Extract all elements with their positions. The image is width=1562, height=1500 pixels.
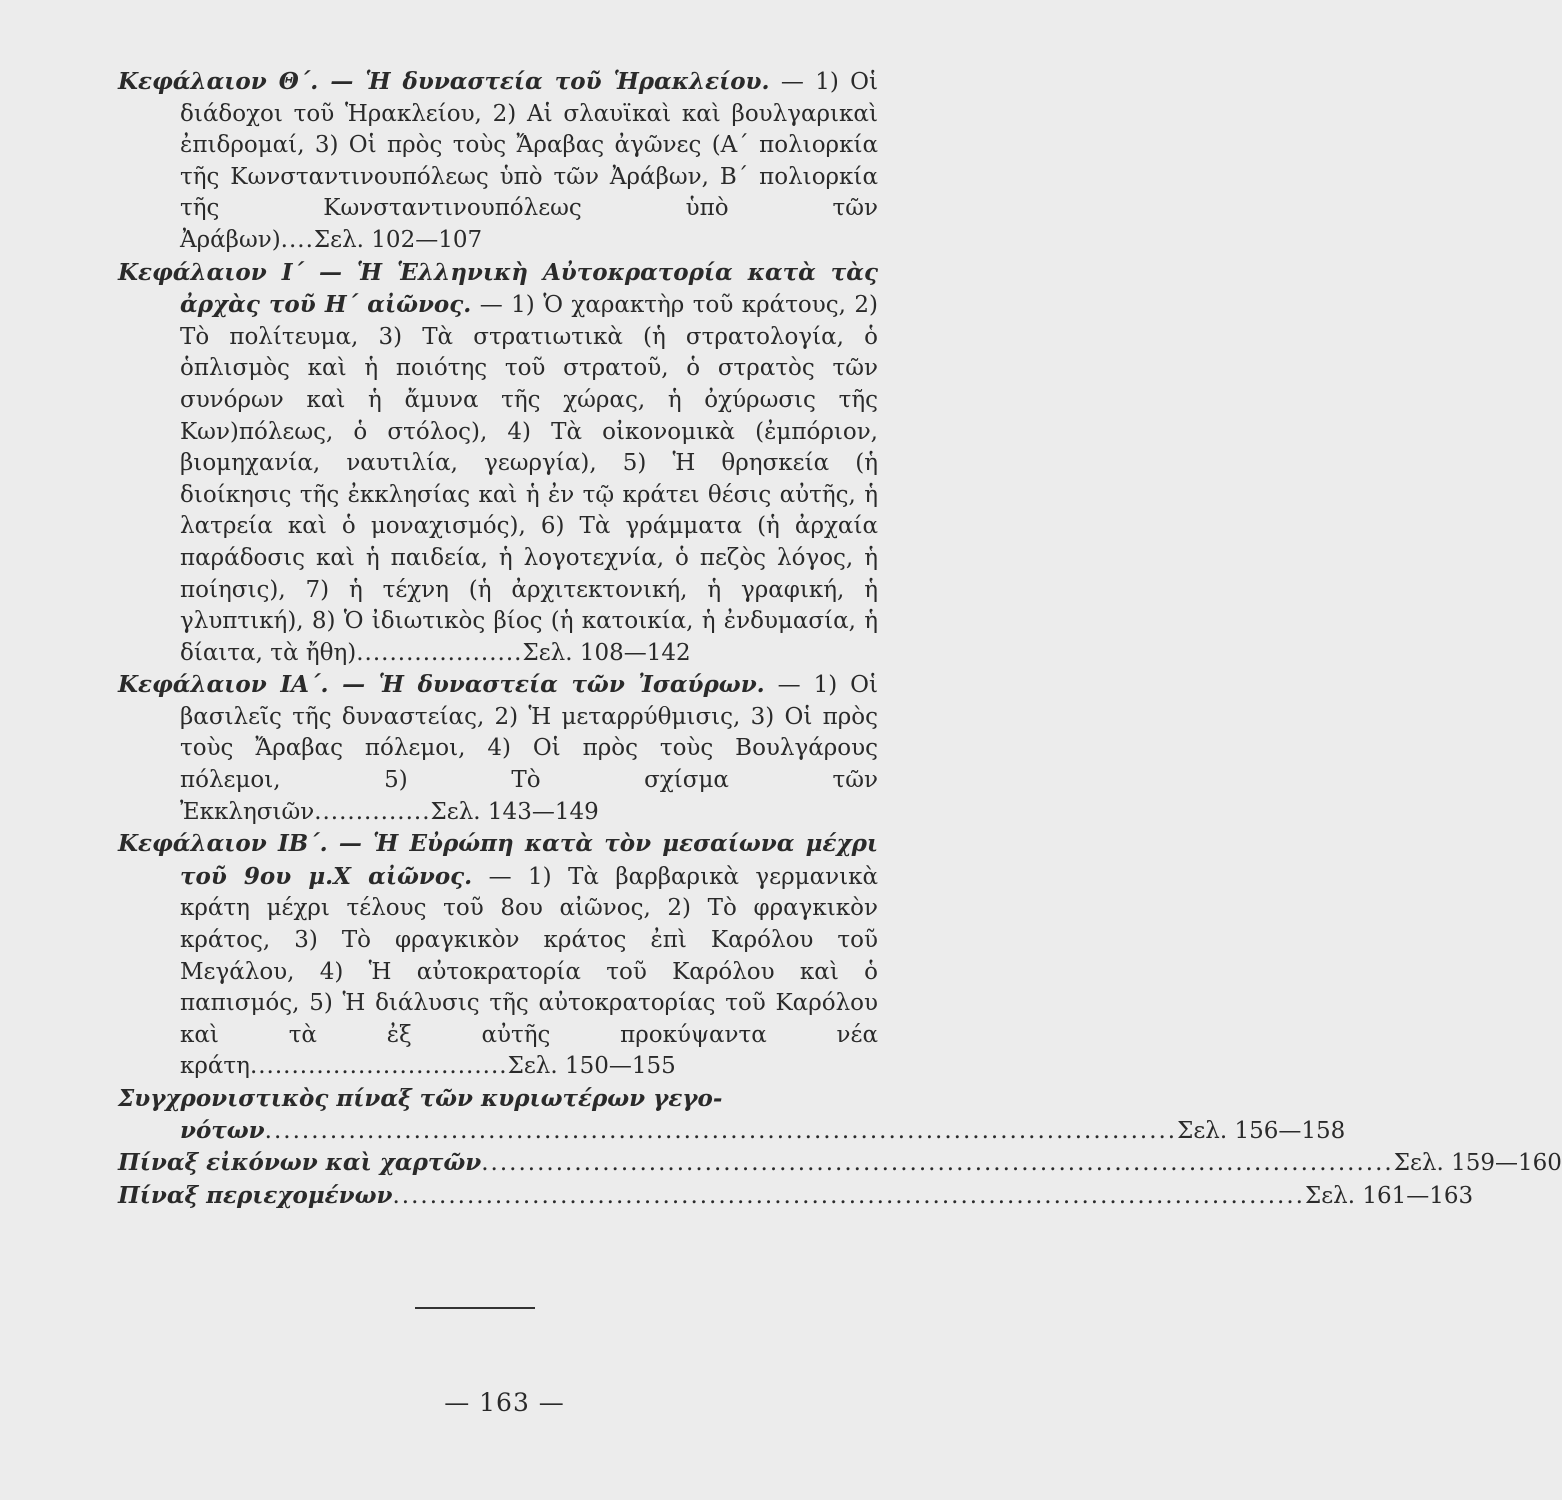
- chapter-heading: Κεφάλαιον Ι΄ — Ἡ Ἑλληνικὴ Αὐτοκρατορία κατὰ τὰς ἀρχὰς τοῦ Η΄ αἰῶνος.: [118, 258, 878, 319]
- toc-entry-chapter-12: [118, 828, 878, 1083]
- chapter-contents: — 1) Τὰ βαρβαρικὰ γερμανικὰ κράτη μέχρι τέλους τοῦ 8ου αἰῶνος, 2) Τὸ φραγκικὸν κράτος, 3) Τὸ φραγκικὸν κράτος ἐπὶ Καρόλου τοῦ Μεγάλου, 4) Ἡ αὐτοκρατορία τοῦ Καρόλου καὶ ὁ παπισμός, 5) Ἡ διάλυσις τῆς αὐτοκρατορίας τοῦ Καρόλου καὶ τὰ ἐξ αὐτῆς προκύψαντα νέα κράτη: [180, 863, 879, 1080]
- page-range: Σελ. 161—163: [1304, 1182, 1474, 1209]
- synchronistic-table-heading: Συγχρονιστικὸς πίναξ τῶν κυριωτέρων γεγο-: [118, 1085, 723, 1112]
- chapter-contents: — 1) Οἱ διάδοχοι τοῦ Ἡρακλείου, 2) Αἱ σλαυϊκαὶ καὶ βουλγαρικαὶ ἐπιδρομαί, 3) Οἱ πρὸς τοὺς Ἄραβας ἀγῶνες (Α΄ πολιορκία τῆς Κωνσταντινουπόλεως ὑπὸ τῶν Ἀράβων, Β΄ πολιορκία τῆς Κωνσταντινουπόλεως ὑπὸ τῶν Ἀράβων): [180, 69, 878, 253]
- toc-entry-contents-index: [118, 1180, 1474, 1213]
- chapter-contents: — 1) Ὁ χαρακτὴρ τοῦ κράτους, 2) Τὸ πολίτευμα, 3) Τὰ στρατιωτικὰ (ἡ στρατολογία, ὁ ὁπλισμὸς καὶ ἡ ποιότης τοῦ στρατοῦ, ὁ στρατὸς τῶν συνόρων καὶ ἡ ἄμυνα τῆς χώρας, ἡ ὀχύρωσις τῆς Κων)πόλεως, ὁ στόλος), 4) Τὰ οἰκονομικὰ (ἐμπόριον, βιομηχανία, ναυτιλία, γεωργία), 5) Ἡ θρησκεία (ἡ διοίκησις τῆς ἐκκλησίας καὶ ἡ ἐν τῷ κράτει θέσις αὐτῆς, ἡ λατρεία καὶ ὁ μοναχισμός), 6) Τὰ γράμματα (ἡ ἀρχαία παράδοσις καὶ ἡ παιδεία, ἡ λογοτεχνία, ὁ πεζὸς λόγος, ἡ ποίησις), 7) ἡ τέχνη (ἡ ἀρχιτεκτονική, ἡ γραφική, ἡ γλυπτική), 8) Ὁ ἰδιωτικὸς βίος (ἡ κατοικία, ἡ ἐνδυμασία, ἡ δίαιτα, τὰ ἤθη): [180, 292, 878, 666]
- leader-dots: ..............: [314, 798, 431, 825]
- toc-entry-chapter-11: [118, 669, 878, 828]
- page-range: Σελ. 143—149: [430, 798, 599, 825]
- toc-entry-chapter-9: [118, 66, 878, 257]
- images-index-heading: Πίναξ εἰκόνων καὶ χαρτῶν: [118, 1149, 482, 1177]
- toc-entry-images-index: [118, 1147, 1562, 1180]
- page-number: — 163 —: [444, 1388, 565, 1417]
- separator-rule: [415, 1307, 535, 1309]
- leader-dots: ....: [280, 226, 314, 253]
- contents-index-heading: Πίναξ περιεχομένων: [118, 1181, 393, 1209]
- leader-dots: ...............................: [249, 1053, 508, 1080]
- leader-dots: ..................................................................................................: [481, 1150, 1394, 1177]
- page-range: Σελ. 102—107: [313, 226, 483, 253]
- leader-dots: ....................: [356, 639, 523, 666]
- chapter-heading: Κεφάλαιον ΙΒ΄. — Ἡ Εὐρώπη κατὰ τὸν μεσαίωνα μέχρι τοῦ 9ου μ.Χ αἰῶνος.: [118, 830, 878, 890]
- page-range: Σελ. 159—160: [1393, 1150, 1562, 1177]
- chapter-heading: Κεφάλαιον Θ΄. — Ἡ δυναστεία τοῦ Ἡρακλείου.: [118, 68, 770, 95]
- chapter-contents: — 1) Οἱ βασιλεῖς τῆς δυναστείας, 2) Ἡ μεταρρύθμισις, 3) Οἱ πρὸς τοὺς Ἄραβας πόλεμοι, 4) Οἱ πρὸς τοὺς Βουλγάρους πόλεμοι, 5) Τὸ σχίσμα τῶν Ἐκκλησιῶν: [180, 672, 878, 825]
- page-range: Σελ. 150—155: [507, 1053, 676, 1080]
- toc-entry-synchronistic-table: [118, 1083, 1346, 1147]
- chapter-heading: Κεφάλαιον ΙΑ΄. — Ἡ δυναστεία τῶν Ἰσαύρων.: [118, 671, 765, 699]
- table-of-contents: [118, 66, 1562, 1212]
- synchronistic-table-heading-cont: νότων: [180, 1116, 265, 1144]
- page-range: Σελ. 156—158: [1177, 1117, 1346, 1144]
- page-range: Σελ. 108—142: [522, 639, 691, 666]
- leader-dots: ..................................................................................................: [264, 1117, 1178, 1144]
- toc-entry-chapter-10: [118, 257, 878, 670]
- leader-dots: ..................................................................................................: [392, 1182, 1305, 1209]
